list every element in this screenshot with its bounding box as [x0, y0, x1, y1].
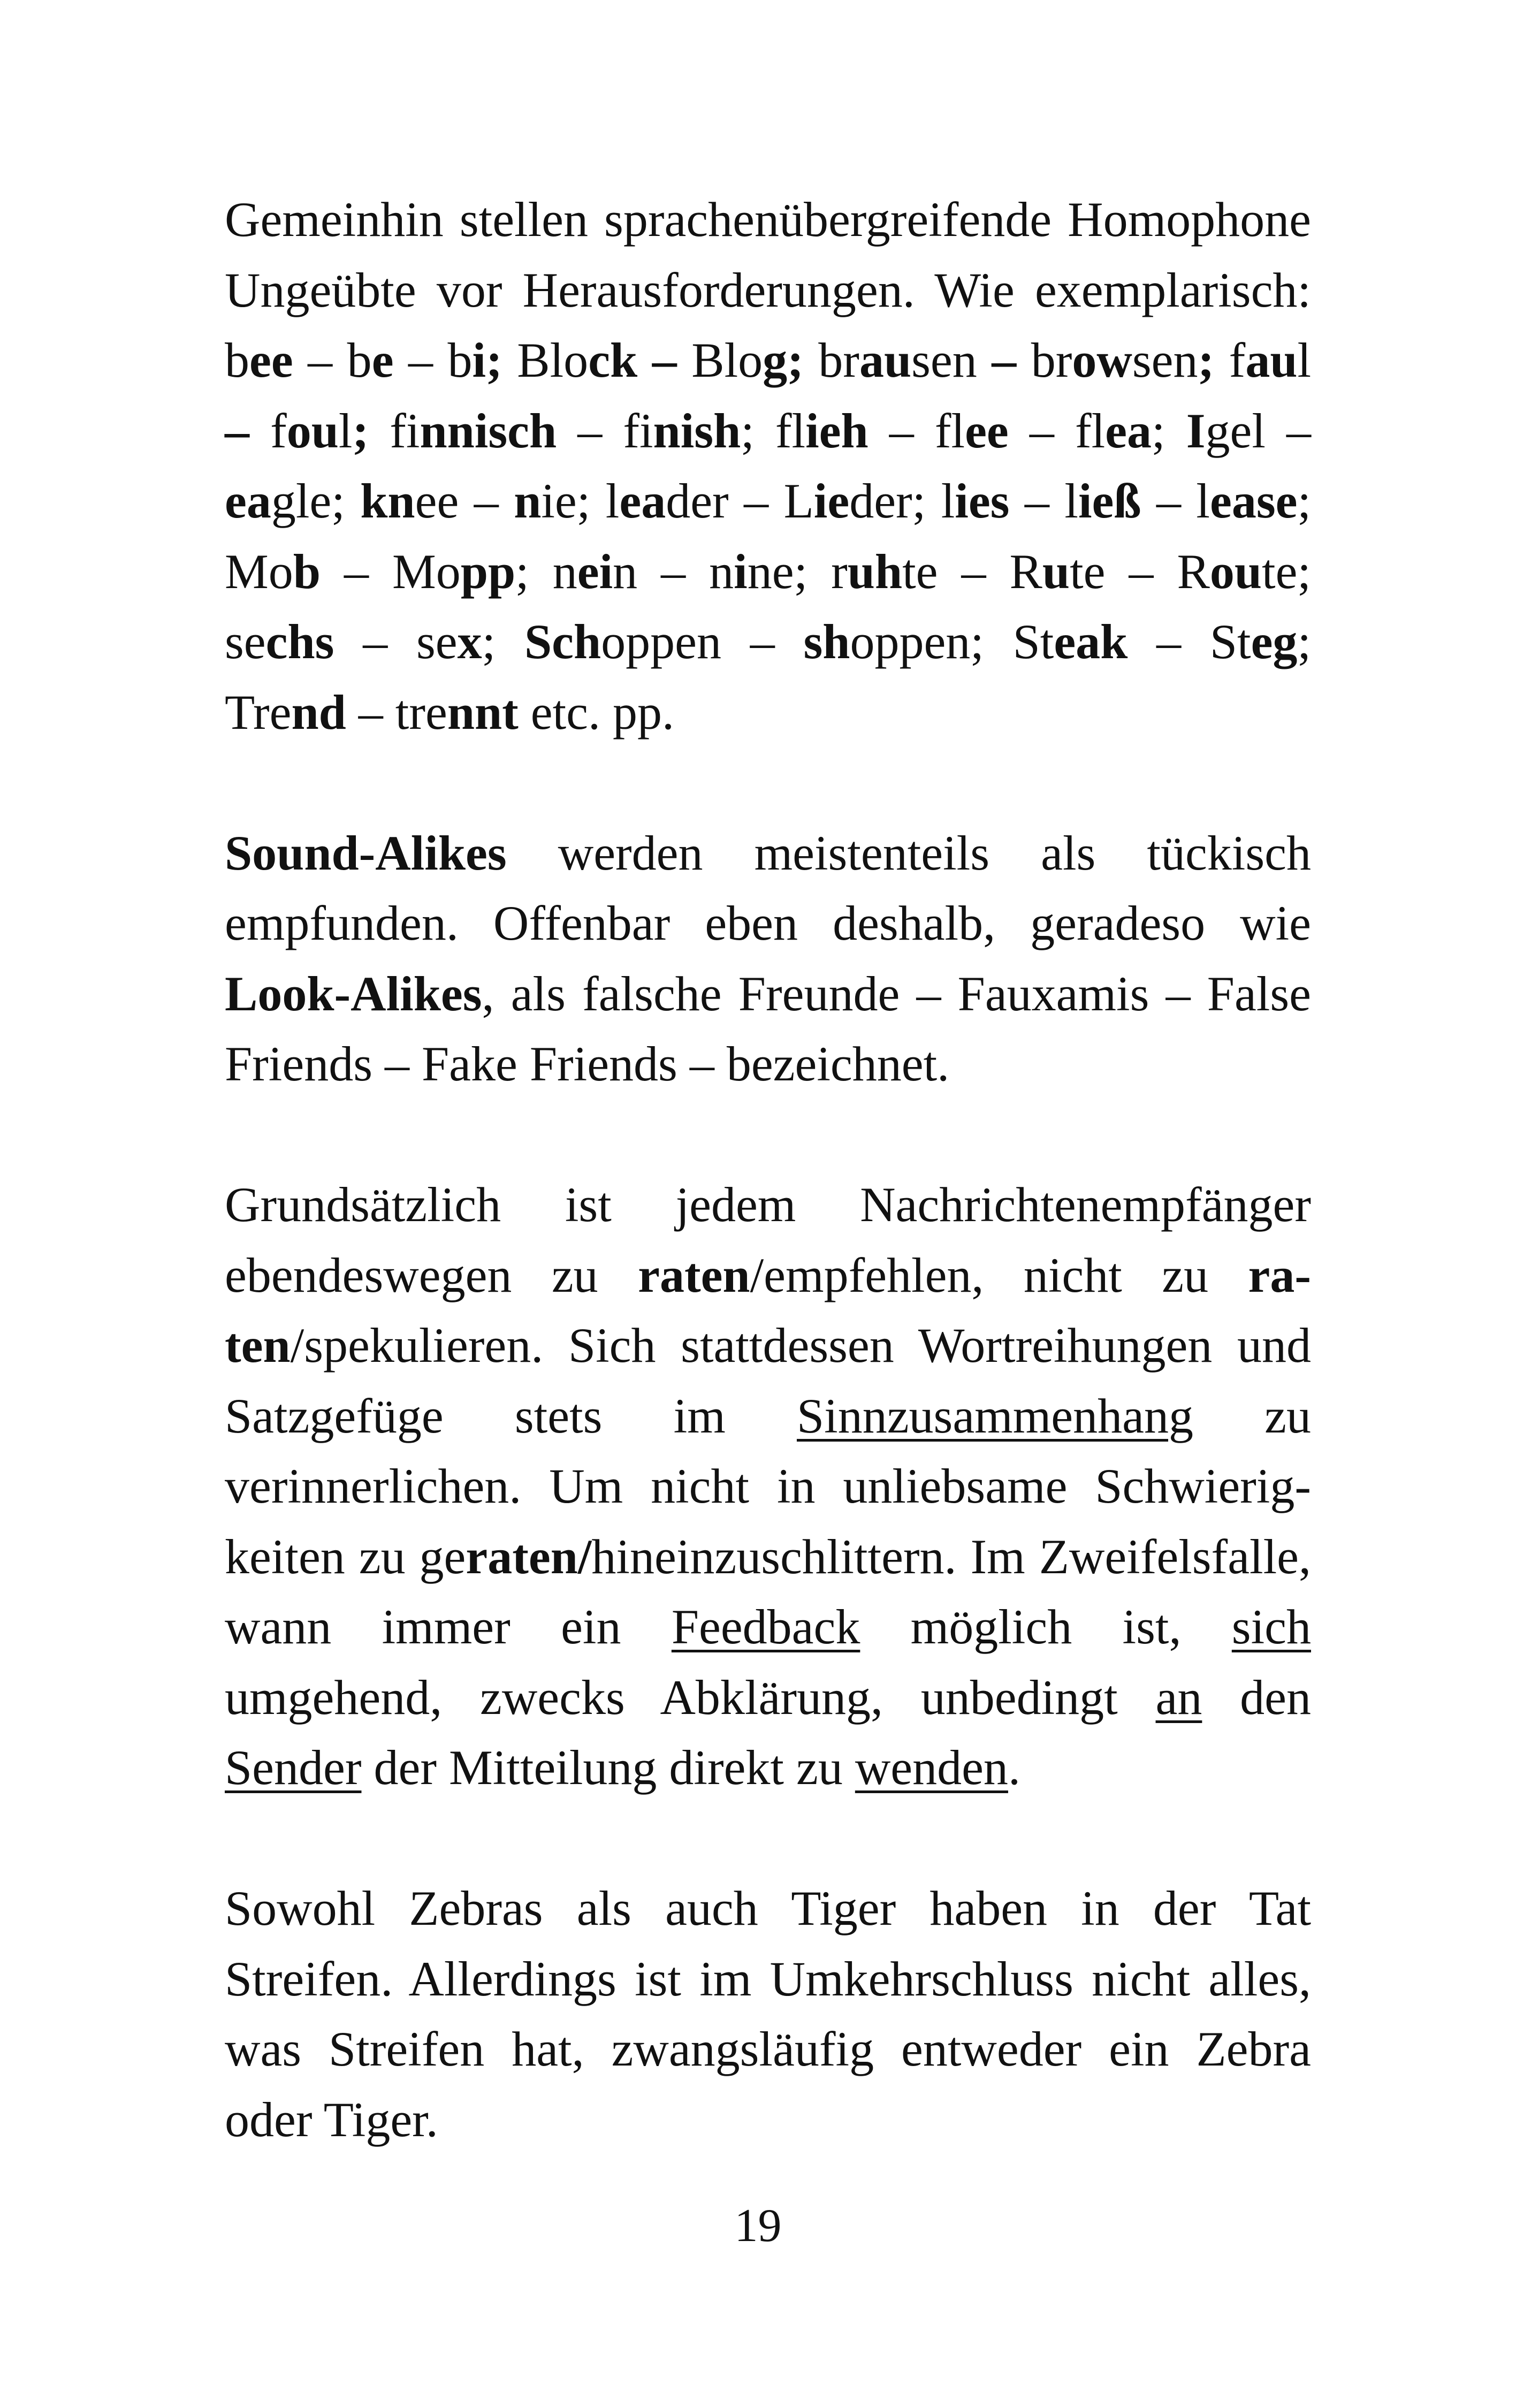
bold-run: ei — [577, 544, 613, 599]
text-run: den — [1202, 1670, 1311, 1725]
text-run: Sowohl Zebras als auch Tiger haben in der Tat Streifen. Allerdings ist im Umkehrschluss nicht alles, was Streifen hat, zwangsläufig entweder ein Zebra oder Tiger. — [225, 1881, 1311, 2147]
page-body — [225, 185, 1311, 2155]
text-run: – Mo — [320, 544, 461, 599]
text-run: – fi — [557, 403, 653, 458]
bold-run: nnt — [447, 684, 519, 740]
text-run: ie; l — [541, 474, 620, 528]
bold-run: sh — [803, 614, 850, 669]
bold-run: i — [734, 544, 748, 599]
bold-run: raten — [225, 1247, 1312, 1373]
bold-run: i; — [472, 333, 502, 387]
bold-run: b — [293, 544, 321, 599]
text-run: Blo — [502, 333, 589, 387]
bold-run: ; — [352, 403, 369, 458]
text-run: umgehend, zwecks Abklärung, unbedingt — [225, 1670, 1156, 1725]
bold-run: nnisch — [420, 403, 557, 458]
text-run: fi — [369, 403, 420, 458]
text-run: oppen – — [601, 614, 804, 669]
text-run: der Mitteilung direkt zu — [361, 1740, 855, 1795]
text-run: – tre — [346, 684, 447, 740]
bold-run: ow — [1072, 333, 1132, 387]
paragraph-zebras — [225, 1873, 1311, 2155]
text-run: , als falsche Freunde – Fauxamis – False Friends – Fake Friends – bezeichnet. — [225, 966, 1311, 1091]
text-run: – fl — [868, 403, 965, 458]
text-run: – St — [1128, 614, 1251, 669]
text-run: f — [1214, 333, 1246, 387]
text-run: sen — [911, 333, 992, 387]
underlined-run: an — [1155, 1670, 1202, 1725]
bold-run: uh — [847, 544, 903, 599]
bold-run: ies — [955, 474, 1010, 528]
bold-run: eg — [1251, 614, 1298, 669]
bold-run: kn — [360, 474, 415, 528]
bold-run: ea — [225, 474, 271, 528]
text-run: l — [338, 403, 353, 458]
text-run: te – R — [902, 544, 1042, 599]
bold-run: u — [1042, 544, 1070, 599]
text-run: gel – — [1205, 403, 1311, 458]
text-run: te – R — [1070, 544, 1210, 599]
paragraph-sound-alikes — [225, 818, 1311, 1100]
underlined-run: Sender — [225, 1740, 362, 1795]
text-run: – l — [1141, 474, 1210, 528]
bold-run: I — [1186, 403, 1206, 458]
text-run: ; — [1152, 403, 1186, 458]
text-run: ; Mo — [225, 474, 1312, 599]
bold-run: – — [225, 403, 249, 458]
text-run: ; — [482, 614, 524, 669]
text-run: br — [1016, 333, 1072, 387]
underlined-run: wenden — [855, 1740, 1008, 1795]
text-run: hineinzuschlittern. Im Zweifelsfalle, wann immer ein — [225, 1529, 1311, 1654]
bold-run: ea — [1105, 403, 1152, 458]
bold-run: g; — [763, 333, 804, 387]
text-run: oppen; St — [850, 614, 1054, 669]
text-run: ee – — [415, 474, 514, 528]
text-run: – b — [293, 333, 372, 387]
text-run: werden meistenteils als tückisch empfunden. Offenbar eben deshalb, geradeso wie — [225, 825, 1311, 950]
text-run: te; se — [225, 544, 1311, 669]
bold-run: ie — [813, 474, 850, 528]
text-run: – l — [1009, 474, 1078, 528]
bold-run: nd — [291, 684, 346, 740]
text-run: Gemeinhin stellen sprachenübergreifende Homophone Ungeübte vor Herausforderungen. Wie exemplarisch: b — [225, 192, 1311, 387]
paragraph-homophones — [225, 185, 1311, 748]
text-run: /empfehlen, nicht zu — [750, 1247, 1248, 1302]
bold-run: ieh — [805, 403, 869, 458]
bold-run: n — [514, 474, 542, 528]
underlined-run: Sinnzusammenhang — [796, 1388, 1193, 1443]
text-run: – b — [393, 333, 473, 387]
underlined-run: Feedback — [671, 1599, 860, 1654]
underlined-run: sich — [1231, 1599, 1311, 1654]
bold-run: ease — [1210, 474, 1298, 528]
bold-run: ; — [1198, 333, 1215, 387]
bold-run: chs — [265, 614, 334, 669]
bold-run: raten/ — [466, 1529, 592, 1584]
text-run: /spekulieren. Sich stattdessen Wortreihungen und Satzgefüge stets im — [225, 1318, 1311, 1443]
text-run: Grundsätzlich ist jedem Nachrichtenempfänger ebendeswegen zu — [225, 1177, 1311, 1302]
text-run: ne; r — [747, 544, 848, 599]
text-run: f — [249, 403, 287, 458]
bold-run: au — [859, 333, 912, 387]
text-run: der – L — [666, 474, 814, 528]
text-run: der; l — [849, 474, 955, 528]
bold-run: raten — [638, 1247, 750, 1302]
text-run: möglich ist, — [860, 1599, 1232, 1654]
text-run: br — [803, 333, 859, 387]
text-run: ; fl — [741, 403, 806, 458]
text-run: . — [1008, 1740, 1020, 1795]
text-run: ; Tre — [225, 614, 1311, 740]
bold-run: Sch — [524, 614, 601, 669]
text-run: gle; — [271, 474, 361, 528]
page-number: 19 — [734, 2200, 782, 2252]
bold-run: pp — [460, 544, 516, 599]
bold-run: nish — [653, 403, 741, 458]
bold-run: Sound-Alikes — [225, 825, 507, 880]
bold-run: ee — [249, 333, 293, 387]
paragraph-advice — [225, 1170, 1311, 1803]
bold-run: ck – — [588, 333, 677, 387]
bold-run: x — [457, 614, 482, 669]
bold-run: ou — [1209, 544, 1262, 599]
text-run: n – n — [613, 544, 734, 599]
text-run: – fl — [1008, 403, 1106, 458]
text-run: zu verinnerlichen. Um nicht in unliebsame Schwierigkeiten zu ge — [225, 1388, 1311, 1584]
bold-run: au — [1245, 333, 1298, 387]
bold-run: ieß — [1078, 474, 1141, 528]
bold-run: e — [371, 333, 394, 387]
text-run: etc. pp. — [518, 684, 675, 740]
text-run: l — [1297, 333, 1312, 387]
bold-run: ou — [286, 403, 339, 458]
bold-run: ee — [965, 403, 1009, 458]
text-run: sen — [1132, 333, 1198, 387]
bold-run: Look-Alikes — [225, 966, 482, 1021]
text-run: – se — [334, 614, 458, 669]
bold-run: ea — [619, 474, 666, 528]
text-run: Blo — [676, 333, 763, 387]
text-run: ; n — [515, 544, 577, 599]
bold-run: – — [992, 333, 1017, 387]
bold-run: eak — [1054, 614, 1128, 669]
